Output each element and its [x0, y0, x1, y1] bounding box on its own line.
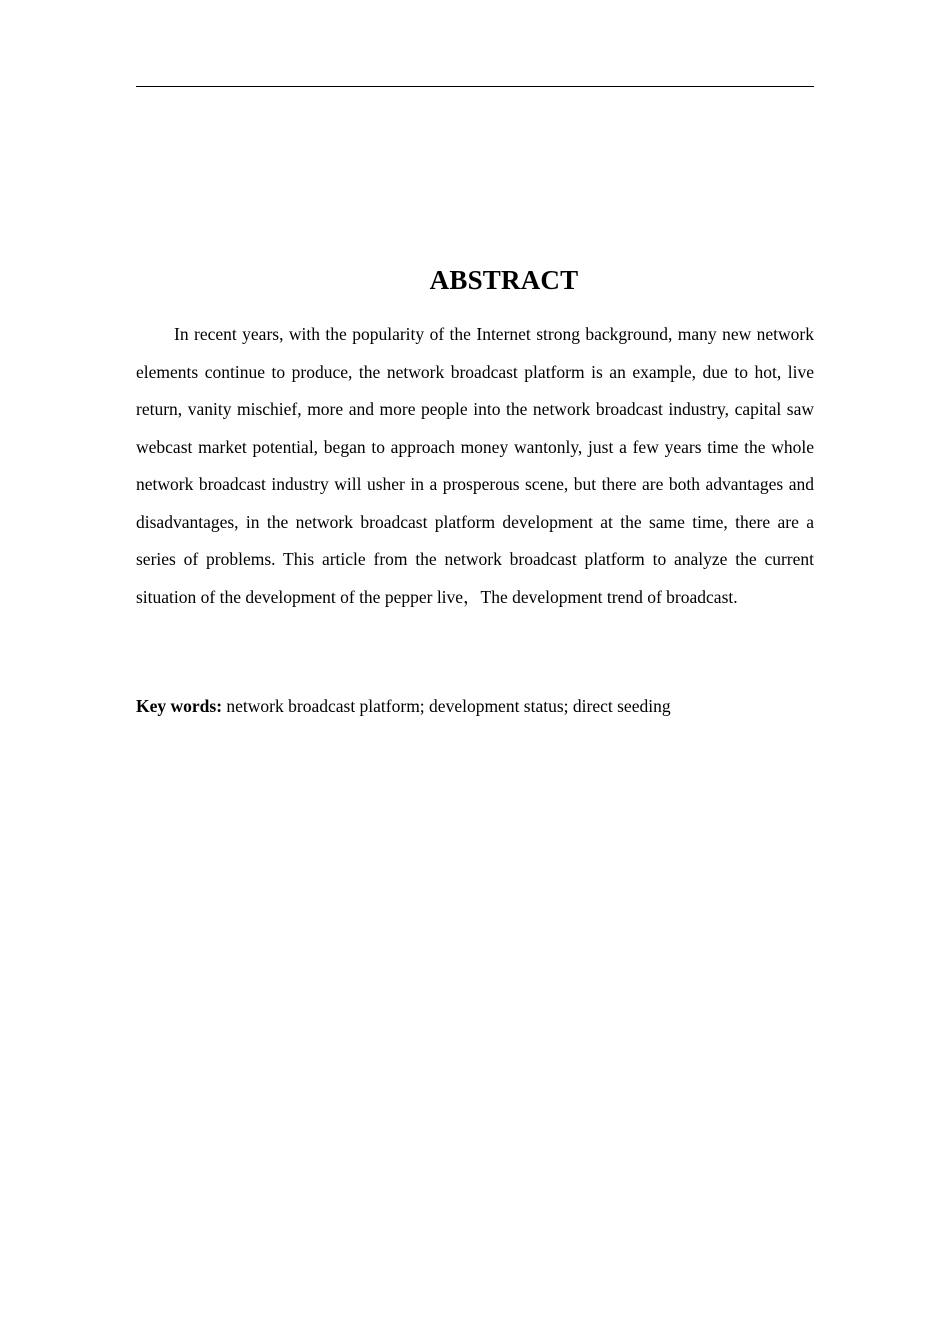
abstract-paragraph: In recent years, with the popularity of the Internet strong background, many new network elements continue to produce, the network broadcast platform is an example, due to hot, live return, vanity mischief, more and more people into the network broadcast industry, capital saw webcast market potential, began to approach money wantonly, just a few years time the whole network broadcast industry will usher in a prosperous scene, but there are both advantages and disadvantages, in the network broadcast platform development at the same time, there are a series of problems. This article from the network broadcast platform to analyze the current situation of the development of the pepper live，The development trend of broadcast.: [136, 324, 814, 607]
keywords-line: [136, 688, 814, 726]
abstract-title: ABSTRACT: [429, 265, 579, 295]
keywords-text: network broadcast platform; development status; direct seeding: [222, 696, 671, 716]
header-rule: [136, 86, 814, 87]
keywords-label: Key words:: [136, 696, 223, 716]
